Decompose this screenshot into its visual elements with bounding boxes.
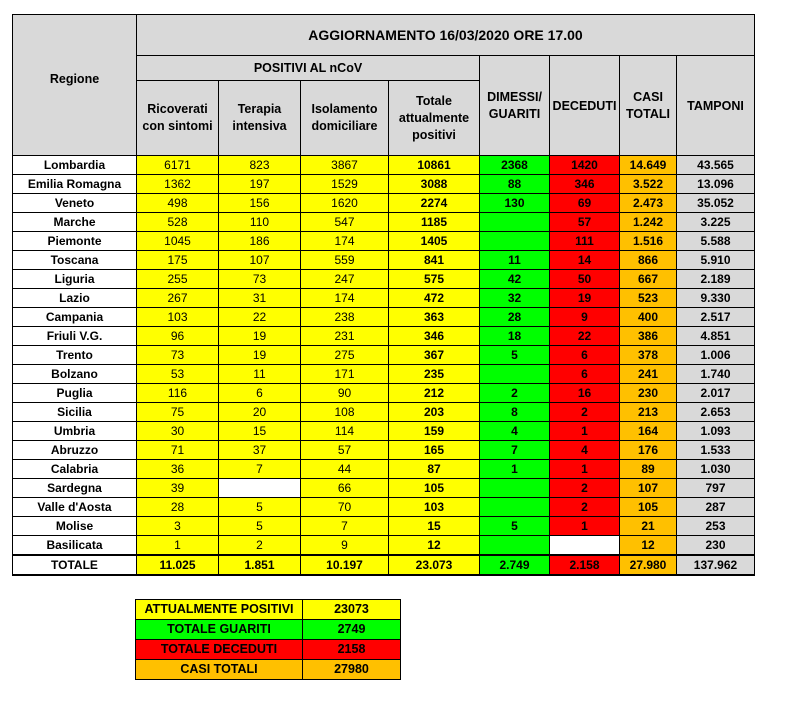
cell-dimessi <box>480 232 550 251</box>
cell-totale-positivi: 103 <box>389 498 480 517</box>
totals-row <box>13 555 755 575</box>
cell-isolamento: 114 <box>301 422 389 441</box>
table-row <box>13 213 755 232</box>
summary-legend <box>135 599 401 680</box>
cell-deceduti: 22 <box>550 327 620 346</box>
cell-casi-totali: 14.649 <box>620 156 677 175</box>
cell-ricoverati: 528 <box>137 213 219 232</box>
cell-ricoverati: 1045 <box>137 232 219 251</box>
cell-regione: Veneto <box>13 194 137 213</box>
cell-isolamento: 1620 <box>301 194 389 213</box>
cell-regione: Umbria <box>13 422 137 441</box>
cell-regione: Campania <box>13 308 137 327</box>
cell-terapia: 11 <box>219 365 301 384</box>
cell-casi-totali: 89 <box>620 460 677 479</box>
cell-deceduti: 19 <box>550 289 620 308</box>
table-row <box>13 498 755 517</box>
header-isolamento: Isolamento domiciliare <box>301 81 389 156</box>
cell-terapia: 5 <box>219 517 301 536</box>
cell-isolamento: 231 <box>301 327 389 346</box>
cell-ricoverati: 1362 <box>137 175 219 194</box>
cell-deceduti: 4 <box>550 441 620 460</box>
cell-deceduti: 14 <box>550 251 620 270</box>
cell-totale-positivi: 165 <box>389 441 480 460</box>
cell-isolamento: 70 <box>301 498 389 517</box>
cell-isolamento: 108 <box>301 403 389 422</box>
header-update: AGGIORNAMENTO 16/03/2020 ORE 17.00 <box>137 15 755 56</box>
cell-totale-positivi: 363 <box>389 308 480 327</box>
cell-deceduti: 1 <box>550 517 620 536</box>
table-row <box>13 194 755 213</box>
cell-deceduti <box>550 536 620 556</box>
cell-tamponi: 2.017 <box>677 384 755 403</box>
cell-dimessi <box>480 479 550 498</box>
cell-ricoverati: 175 <box>137 251 219 270</box>
cell-dimessi: 8 <box>480 403 550 422</box>
legend-row <box>136 660 401 680</box>
cell-totale-positivi: 575 <box>389 270 480 289</box>
total-tamponi: 137.962 <box>677 555 755 575</box>
cell-isolamento: 9 <box>301 536 389 556</box>
cell-dimessi: 1 <box>480 460 550 479</box>
legend-label: ATTUALMENTE POSITIVI <box>136 600 303 620</box>
legend-value: 27980 <box>303 660 401 680</box>
cell-ricoverati: 39 <box>137 479 219 498</box>
cell-terapia: 823 <box>219 156 301 175</box>
cell-dimessi: 32 <box>480 289 550 308</box>
cell-regione: Toscana <box>13 251 137 270</box>
cell-tamponi: 1.030 <box>677 460 755 479</box>
cell-casi-totali: 386 <box>620 327 677 346</box>
legend-value: 2158 <box>303 640 401 660</box>
table-row <box>13 251 755 270</box>
legend-label: CASI TOTALI <box>136 660 303 680</box>
cell-terapia: 20 <box>219 403 301 422</box>
cell-dimessi: 5 <box>480 517 550 536</box>
cell-totale-positivi: 15 <box>389 517 480 536</box>
cell-regione: Trento <box>13 346 137 365</box>
legend-value: 2749 <box>303 620 401 640</box>
header-casi: CASI TOTALI <box>620 56 677 156</box>
table-row <box>13 479 755 498</box>
total-terapia: 1.851 <box>219 555 301 575</box>
cell-ricoverati: 36 <box>137 460 219 479</box>
cell-deceduti: 69 <box>550 194 620 213</box>
table-row <box>13 156 755 175</box>
cell-isolamento: 90 <box>301 384 389 403</box>
header-regione: Regione <box>13 15 137 156</box>
cell-tamponi: 9.330 <box>677 289 755 308</box>
header-dimessi: DIMESSI/ GUARITI <box>480 56 550 156</box>
cell-totale-positivi: 367 <box>389 346 480 365</box>
cell-totale-positivi: 105 <box>389 479 480 498</box>
cell-totale-positivi: 1185 <box>389 213 480 232</box>
cell-casi-totali: 1.516 <box>620 232 677 251</box>
cell-regione: Valle d'Aosta <box>13 498 137 517</box>
cell-totale-positivi: 159 <box>389 422 480 441</box>
cell-ricoverati: 255 <box>137 270 219 289</box>
legend-value: 23073 <box>303 600 401 620</box>
cell-terapia: 7 <box>219 460 301 479</box>
cell-isolamento: 66 <box>301 479 389 498</box>
cell-dimessi <box>480 365 550 384</box>
cell-deceduti: 1 <box>550 422 620 441</box>
cell-casi-totali: 378 <box>620 346 677 365</box>
table-row <box>13 460 755 479</box>
cell-casi-totali: 105 <box>620 498 677 517</box>
header-totale-positivi: Totale attualmente positivi <box>389 81 480 156</box>
cell-casi-totali: 523 <box>620 289 677 308</box>
cell-tamponi: 4.851 <box>677 327 755 346</box>
cell-dimessi <box>480 213 550 232</box>
cell-casi-totali: 400 <box>620 308 677 327</box>
cell-ricoverati: 6171 <box>137 156 219 175</box>
cell-dimessi <box>480 498 550 517</box>
cell-dimessi: 28 <box>480 308 550 327</box>
cell-dimessi: 2 <box>480 384 550 403</box>
cell-terapia: 19 <box>219 327 301 346</box>
cell-tamponi: 5.588 <box>677 232 755 251</box>
header-tamponi: TAMPONI <box>677 56 755 156</box>
header-terapia: Terapia intensiva <box>219 81 301 156</box>
cell-ricoverati: 103 <box>137 308 219 327</box>
cell-tamponi: 1.533 <box>677 441 755 460</box>
cell-isolamento: 1529 <box>301 175 389 194</box>
cell-isolamento: 44 <box>301 460 389 479</box>
header-ricoverati: Ricoverati con sintomi <box>137 81 219 156</box>
cell-regione: Sardegna <box>13 479 137 498</box>
cell-regione: Basilicata <box>13 536 137 556</box>
cell-deceduti: 2 <box>550 403 620 422</box>
cell-regione: Piemonte <box>13 232 137 251</box>
table-row <box>13 441 755 460</box>
cell-tamponi: 2.189 <box>677 270 755 289</box>
cell-terapia: 31 <box>219 289 301 308</box>
cell-isolamento: 559 <box>301 251 389 270</box>
cell-totale-positivi: 10861 <box>389 156 480 175</box>
cell-tamponi: 35.052 <box>677 194 755 213</box>
cell-ricoverati: 28 <box>137 498 219 517</box>
cell-deceduti: 111 <box>550 232 620 251</box>
total-isolamento: 10.197 <box>301 555 389 575</box>
cell-regione: Abruzzo <box>13 441 137 460</box>
total-totale-positivi: 23.073 <box>389 555 480 575</box>
header-positivi-group: POSITIVI AL nCoV <box>137 56 480 81</box>
cell-regione: Bolzano <box>13 365 137 384</box>
cell-ricoverati: 498 <box>137 194 219 213</box>
cell-casi-totali: 667 <box>620 270 677 289</box>
cell-casi-totali: 176 <box>620 441 677 460</box>
cell-regione: Liguria <box>13 270 137 289</box>
cell-tamponi: 230 <box>677 536 755 556</box>
total-casi-totali: 27.980 <box>620 555 677 575</box>
table-row <box>13 536 755 556</box>
cell-casi-totali: 164 <box>620 422 677 441</box>
cell-ricoverati: 73 <box>137 346 219 365</box>
cell-dimessi: 5 <box>480 346 550 365</box>
cell-totale-positivi: 3088 <box>389 175 480 194</box>
legend-row <box>136 640 401 660</box>
cell-regione: Calabria <box>13 460 137 479</box>
cell-isolamento: 238 <box>301 308 389 327</box>
cell-tamponi: 287 <box>677 498 755 517</box>
cell-dimessi: 7 <box>480 441 550 460</box>
table-row <box>13 517 755 536</box>
table-row <box>13 365 755 384</box>
cell-tamponi: 1.740 <box>677 365 755 384</box>
cell-isolamento: 247 <box>301 270 389 289</box>
cell-regione: Sicilia <box>13 403 137 422</box>
cell-ricoverati: 53 <box>137 365 219 384</box>
cell-terapia: 15 <box>219 422 301 441</box>
cell-totale-positivi: 212 <box>389 384 480 403</box>
cell-totale-positivi: 1405 <box>389 232 480 251</box>
cell-regione: Puglia <box>13 384 137 403</box>
covid-region-table <box>12 14 755 576</box>
cell-tamponi: 1.006 <box>677 346 755 365</box>
cell-isolamento: 3867 <box>301 156 389 175</box>
cell-deceduti: 2 <box>550 479 620 498</box>
cell-ricoverati: 75 <box>137 403 219 422</box>
cell-isolamento: 275 <box>301 346 389 365</box>
cell-terapia: 2 <box>219 536 301 556</box>
cell-totale-positivi: 2274 <box>389 194 480 213</box>
total-regione: TOTALE <box>13 555 137 575</box>
legend-row <box>136 600 401 620</box>
cell-tamponi: 13.096 <box>677 175 755 194</box>
cell-deceduti: 16 <box>550 384 620 403</box>
cell-regione: Friuli V.G. <box>13 327 137 346</box>
cell-isolamento: 57 <box>301 441 389 460</box>
cell-casi-totali: 866 <box>620 251 677 270</box>
cell-totale-positivi: 87 <box>389 460 480 479</box>
cell-terapia: 107 <box>219 251 301 270</box>
cell-dimessi: 88 <box>480 175 550 194</box>
cell-casi-totali: 230 <box>620 384 677 403</box>
cell-dimessi: 42 <box>480 270 550 289</box>
cell-terapia: 156 <box>219 194 301 213</box>
cell-ricoverati: 116 <box>137 384 219 403</box>
cell-casi-totali: 21 <box>620 517 677 536</box>
cell-ricoverati: 96 <box>137 327 219 346</box>
cell-dimessi: 11 <box>480 251 550 270</box>
cell-terapia: 6 <box>219 384 301 403</box>
table-row <box>13 232 755 251</box>
cell-ricoverati: 30 <box>137 422 219 441</box>
cell-tamponi: 797 <box>677 479 755 498</box>
cell-terapia: 22 <box>219 308 301 327</box>
cell-deceduti: 346 <box>550 175 620 194</box>
total-deceduti: 2.158 <box>550 555 620 575</box>
table-row <box>13 289 755 308</box>
cell-terapia: 197 <box>219 175 301 194</box>
table-row <box>13 175 755 194</box>
table-row <box>13 384 755 403</box>
cell-isolamento: 174 <box>301 232 389 251</box>
cell-regione: Emilia Romagna <box>13 175 137 194</box>
table-row <box>13 422 755 441</box>
cell-dimessi: 18 <box>480 327 550 346</box>
cell-casi-totali: 3.522 <box>620 175 677 194</box>
table-row <box>13 327 755 346</box>
cell-casi-totali: 12 <box>620 536 677 556</box>
cell-regione: Molise <box>13 517 137 536</box>
cell-isolamento: 7 <box>301 517 389 536</box>
legend-row <box>136 620 401 640</box>
cell-regione: Marche <box>13 213 137 232</box>
cell-totale-positivi: 346 <box>389 327 480 346</box>
cell-totale-positivi: 12 <box>389 536 480 556</box>
cell-deceduti: 2 <box>550 498 620 517</box>
cell-dimessi: 4 <box>480 422 550 441</box>
cell-ricoverati: 267 <box>137 289 219 308</box>
cell-ricoverati: 1 <box>137 536 219 556</box>
cell-tamponi: 2.653 <box>677 403 755 422</box>
cell-tamponi: 1.093 <box>677 422 755 441</box>
cell-tamponi: 253 <box>677 517 755 536</box>
cell-regione: Lombardia <box>13 156 137 175</box>
cell-terapia: 186 <box>219 232 301 251</box>
cell-deceduti: 9 <box>550 308 620 327</box>
cell-isolamento: 171 <box>301 365 389 384</box>
cell-casi-totali: 107 <box>620 479 677 498</box>
cell-casi-totali: 241 <box>620 365 677 384</box>
header-deceduti: DECEDUTI <box>550 56 620 156</box>
cell-casi-totali: 1.242 <box>620 213 677 232</box>
cell-terapia: 5 <box>219 498 301 517</box>
cell-terapia: 19 <box>219 346 301 365</box>
cell-isolamento: 547 <box>301 213 389 232</box>
cell-totale-positivi: 841 <box>389 251 480 270</box>
cell-totale-positivi: 203 <box>389 403 480 422</box>
cell-totale-positivi: 235 <box>389 365 480 384</box>
cell-isolamento: 174 <box>301 289 389 308</box>
table-row <box>13 346 755 365</box>
table-row <box>13 308 755 327</box>
cell-deceduti: 6 <box>550 365 620 384</box>
cell-deceduti: 57 <box>550 213 620 232</box>
cell-terapia: 73 <box>219 270 301 289</box>
cell-totale-positivi: 472 <box>389 289 480 308</box>
cell-dimessi: 2368 <box>480 156 550 175</box>
total-ricoverati: 11.025 <box>137 555 219 575</box>
cell-terapia: 37 <box>219 441 301 460</box>
cell-dimessi: 130 <box>480 194 550 213</box>
cell-casi-totali: 2.473 <box>620 194 677 213</box>
cell-tamponi: 5.910 <box>677 251 755 270</box>
legend-label: TOTALE GUARITI <box>136 620 303 640</box>
cell-terapia: 110 <box>219 213 301 232</box>
cell-tamponi: 43.565 <box>677 156 755 175</box>
table-row <box>13 270 755 289</box>
cell-deceduti: 1420 <box>550 156 620 175</box>
cell-deceduti: 6 <box>550 346 620 365</box>
legend-label: TOTALE DECEDUTI <box>136 640 303 660</box>
cell-terapia <box>219 479 301 498</box>
total-dimessi: 2.749 <box>480 555 550 575</box>
cell-ricoverati: 71 <box>137 441 219 460</box>
cell-dimessi <box>480 536 550 556</box>
cell-deceduti: 1 <box>550 460 620 479</box>
cell-deceduti: 50 <box>550 270 620 289</box>
table-row <box>13 403 755 422</box>
cell-tamponi: 2.517 <box>677 308 755 327</box>
cell-regione: Lazio <box>13 289 137 308</box>
cell-casi-totali: 213 <box>620 403 677 422</box>
cell-ricoverati: 3 <box>137 517 219 536</box>
cell-tamponi: 3.225 <box>677 213 755 232</box>
